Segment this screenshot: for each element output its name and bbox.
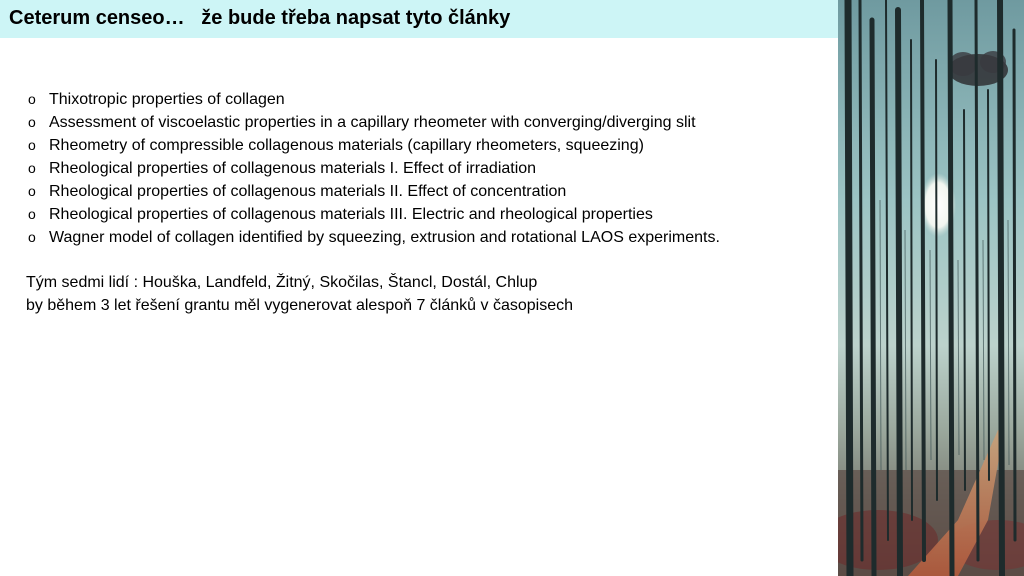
bullet-text: Thixotropic properties of collagen [49,91,285,108]
bullet-item [28,180,720,203]
bullet-marker: o [28,91,36,107]
bullet-text: Rheological properties of collagenous materials III. Electric and rheological properties [49,206,653,223]
bullet-text: Assessment of viscoelastic properties in a capillary rheometer with converging/diverging slit [49,114,696,131]
bullet-item [28,157,720,180]
bullet-item [28,111,720,134]
bullet-item [28,134,720,157]
bullet-marker: o [28,206,36,222]
slide-title: Ceterum censeo… že bude třeba napsat tyto články [9,7,511,29]
bullet-text: Rheological properties of collagenous materials II. Effect of concentration [49,183,567,200]
bullet-text: Rheometry of compressible collagenous materials (capillary rheometers, squeezing) [49,137,644,154]
title-bar [0,0,838,38]
team-line: Tým sedmi lidí : Houška, Landfeld, Žitný, Skočilas, Štancl, Dostál, Chlup [26,274,538,291]
bullet-marker: o [28,183,36,199]
forest-painting [838,0,1024,576]
bullet-marker: o [28,114,36,130]
bullet-marker: o [28,160,36,176]
team-paragraph [26,271,573,317]
bullet-item [28,88,720,111]
bullet-item [28,226,720,249]
bullet-list [28,88,720,249]
bullet-item [28,203,720,226]
bullet-marker: o [28,229,36,245]
bullet-marker: o [28,137,36,153]
goal-line: by během 3 let řešení grantu měl vygenerovat alespoň 7 článků v časopisech [26,297,573,314]
bullet-text: Rheological properties of collagenous materials I. Effect of irradiation [49,160,537,177]
bullet-text: Wagner model of collagen identified by squeezing, extrusion and rotational LAOS experiments. [49,229,720,246]
